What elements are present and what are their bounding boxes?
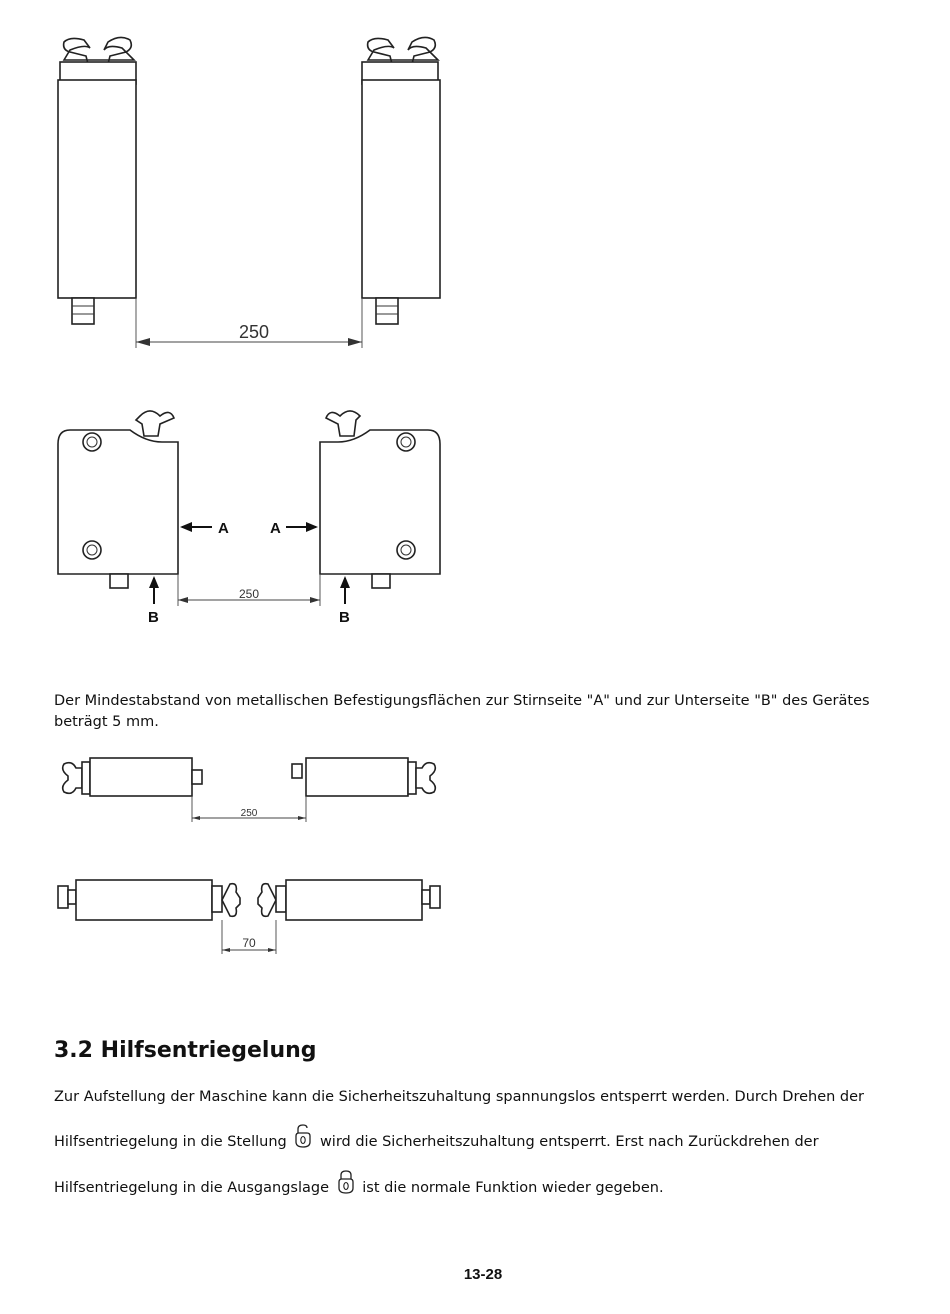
device-left-side — [58, 411, 178, 588]
paragraph-release-line-2: Hilfsentriegelung in die Stellung wird die Sicherheitszuhaltung entsperrt. Erst nach Zurückdrehen der — [54, 1124, 819, 1155]
svg-text:B: B — [339, 609, 350, 626]
dimension-label: 70 — [242, 936, 256, 950]
device-right — [362, 37, 440, 324]
figure-horizontal-250 — [50, 750, 450, 830]
open-lock-icon — [295, 1124, 311, 1155]
figure-horizontal-70 — [50, 870, 450, 960]
figure-side-view — [50, 400, 450, 630]
device-right-horizontal — [292, 758, 435, 796]
device-right-facing — [258, 880, 440, 920]
paragraph-release-line-1: Zur Aufstellung der Maschine kann die Sicherheitszuhaltung spannungslos entsperrt werden. Durch Drehen der — [54, 1089, 865, 1105]
paragraph-minimum-distance: Der Mindestabstand von metallischen Befestigungsflächen zur Stirnseite "A" und zur Unterseite "B" des Gerätes beträgt 5 mm. — [54, 693, 870, 730]
svg-text:A: A — [270, 520, 281, 537]
device-left-facing — [58, 880, 240, 920]
dimension-70 — [222, 920, 276, 954]
figure-top-view — [50, 20, 450, 360]
dimension-250-horizontal — [192, 796, 306, 822]
dimension-250-side — [178, 574, 320, 606]
section-heading — [54, 1038, 317, 1063]
arrow-a-right — [270, 520, 318, 537]
svg-text:A: A — [218, 520, 229, 537]
arrow-b-right — [339, 576, 350, 626]
page-number: 13-28 — [463, 1266, 503, 1283]
arrow-b-left — [148, 576, 159, 626]
section-number: 3.2 — [54, 1038, 93, 1063]
svg-text:B: B — [148, 609, 159, 626]
device-right-side — [320, 411, 440, 588]
paragraph-release-line-3: Hilfsentriegelung in die Ausgangslage ist die normale Funktion wieder gegeben. — [54, 1170, 664, 1201]
arrow-a-left — [180, 520, 229, 537]
closed-lock-icon — [338, 1170, 354, 1201]
device-left — [58, 37, 136, 324]
dimension-label: 250 — [238, 322, 270, 342]
dimension-label: 250 — [238, 587, 260, 601]
dimension-label: 250 — [240, 808, 258, 819]
dimension-250-top — [136, 298, 362, 348]
section-title: Hilfsentriegelung — [100, 1038, 317, 1063]
device-left-horizontal — [63, 758, 202, 796]
